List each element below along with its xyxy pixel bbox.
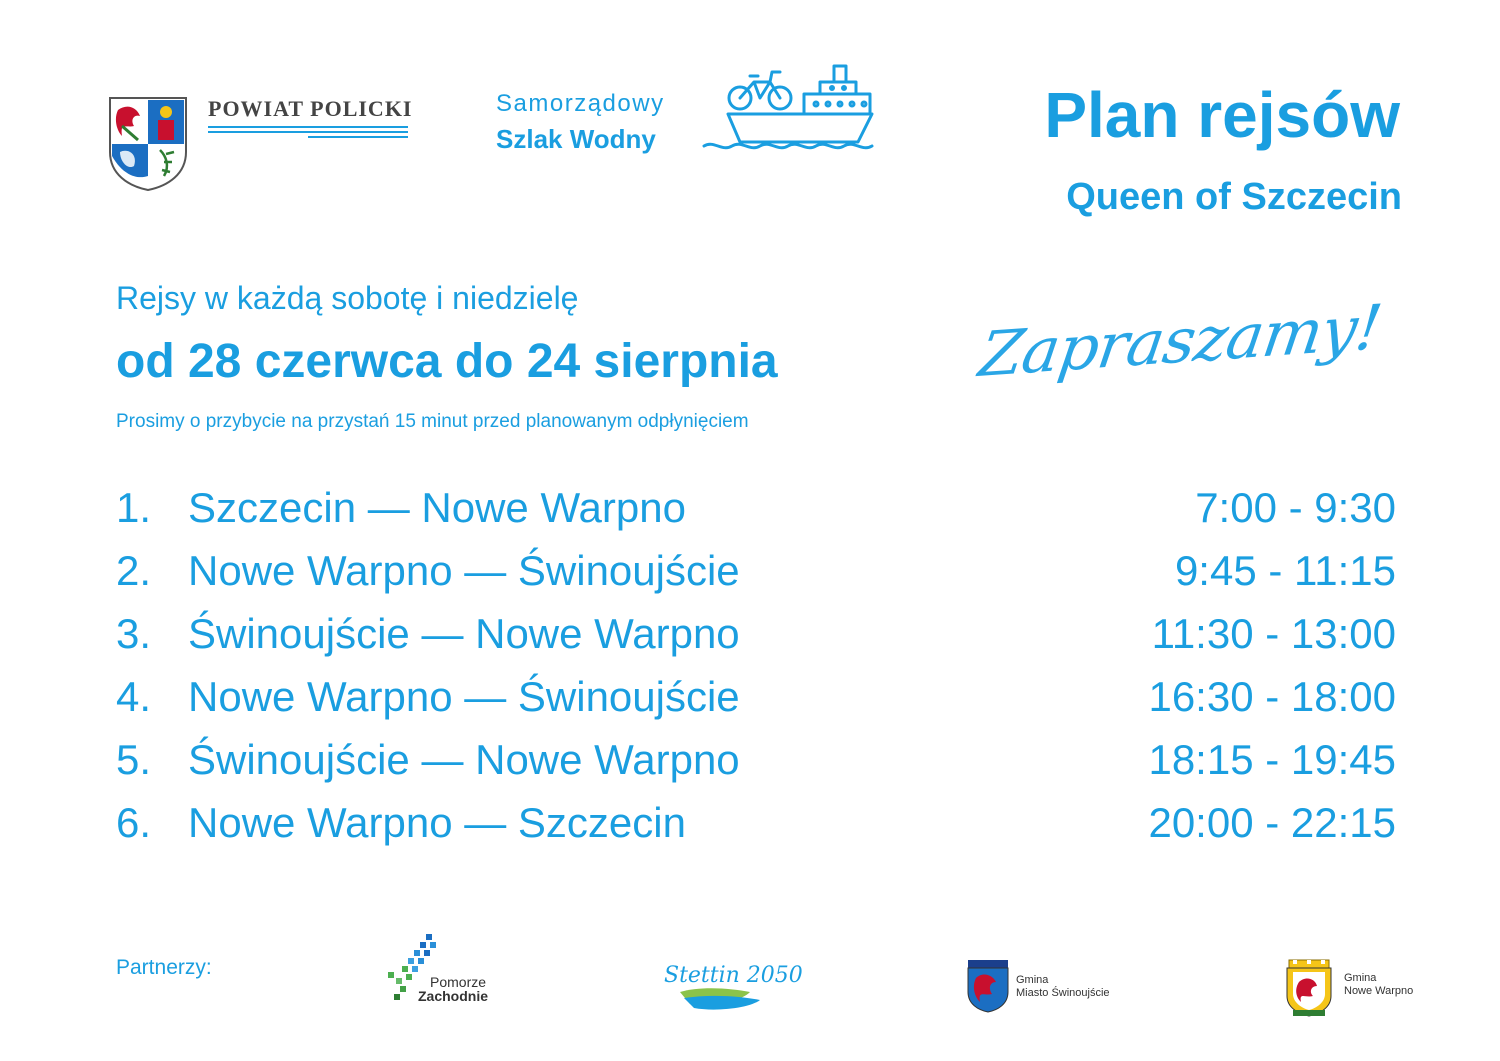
stettin-2050-logo-icon (660, 958, 803, 1017)
schedule-row (116, 484, 1396, 547)
gmina-nowe-warpno-line2: Nowe Warpno (1344, 985, 1414, 997)
schedule-row (116, 736, 1396, 799)
stettin-logo-text: Stettin 2050 (664, 963, 803, 988)
schedule-row (116, 799, 1396, 862)
nowe-warpno-crest-icon (1283, 958, 1335, 1023)
schedule-number: 4. (116, 673, 152, 720)
schedule-time: 9:45 - 11:15 (1174, 547, 1396, 594)
schedule-route: Świnoujście — Nowe Warpno (188, 736, 740, 783)
schedule-route: Świnoujście — Nowe Warpno (188, 610, 740, 657)
schedule-time: 16:30 - 18:00 (1148, 673, 1396, 720)
szlak-title-line2: Szlak Wodny (496, 124, 656, 154)
gmina-swinoujscie-line1: Gmina (1016, 974, 1049, 986)
invitation-script: Zapraszamy! (974, 290, 1386, 391)
pomorze-text-line2: Zachodnie (418, 988, 489, 1004)
swinoujscie-crest-icon (966, 958, 1010, 1019)
cruise-schedule (116, 484, 1396, 862)
schedule-time: 18:15 - 19:45 (1148, 736, 1396, 783)
szlak-title-line1: Samorządowy (496, 90, 665, 117)
pomorze-text-line1: Pomorze (430, 974, 487, 990)
schedule-time: 7:00 - 9:30 (1195, 484, 1396, 531)
gmina-nowe-warpno-line1: Gmina (1344, 972, 1377, 984)
powiat-underline-decoration (208, 124, 408, 140)
arrival-notice: Prosimy o przybycie na przystań 15 minut przed planowanym odpłynięciem (116, 411, 749, 432)
schedule-number: 3. (116, 610, 152, 657)
powiat-policki-crest-icon (108, 96, 188, 197)
bike-ship-icon (700, 58, 880, 159)
intro-line: Rejsy w każdą sobotę i niedzielę (116, 280, 579, 316)
page-title: Plan rejsów (1044, 79, 1400, 151)
powiat-name: POWIAT POLICKI (208, 96, 413, 121)
schedule-number: 6. (116, 799, 152, 846)
page-subtitle: Queen of Szczecin (1066, 176, 1402, 218)
schedule-route: Szczecin — Nowe Warpno (188, 484, 686, 531)
schedule-time: 11:30 - 13:00 (1151, 610, 1396, 657)
date-range: od 28 czerwca do 24 sierpnia (116, 335, 778, 388)
partners-label: Partnerzy: (116, 956, 212, 979)
schedule-route: Nowe Warpno — Szczecin (188, 799, 686, 846)
schedule-number: 1. (116, 484, 152, 531)
schedule-number: 5. (116, 736, 152, 783)
schedule-route: Nowe Warpno — Świnoujście (188, 673, 740, 720)
schedule-row (116, 673, 1396, 736)
schedule-route: Nowe Warpno — Świnoujście (188, 547, 740, 594)
gmina-swinoujscie-line2: Miasto Świnoujście (1016, 987, 1110, 999)
schedule-time: 20:00 - 22:15 (1148, 799, 1396, 846)
schedule-row (116, 547, 1396, 610)
schedule-number: 2. (116, 547, 152, 594)
schedule-row (116, 610, 1396, 673)
